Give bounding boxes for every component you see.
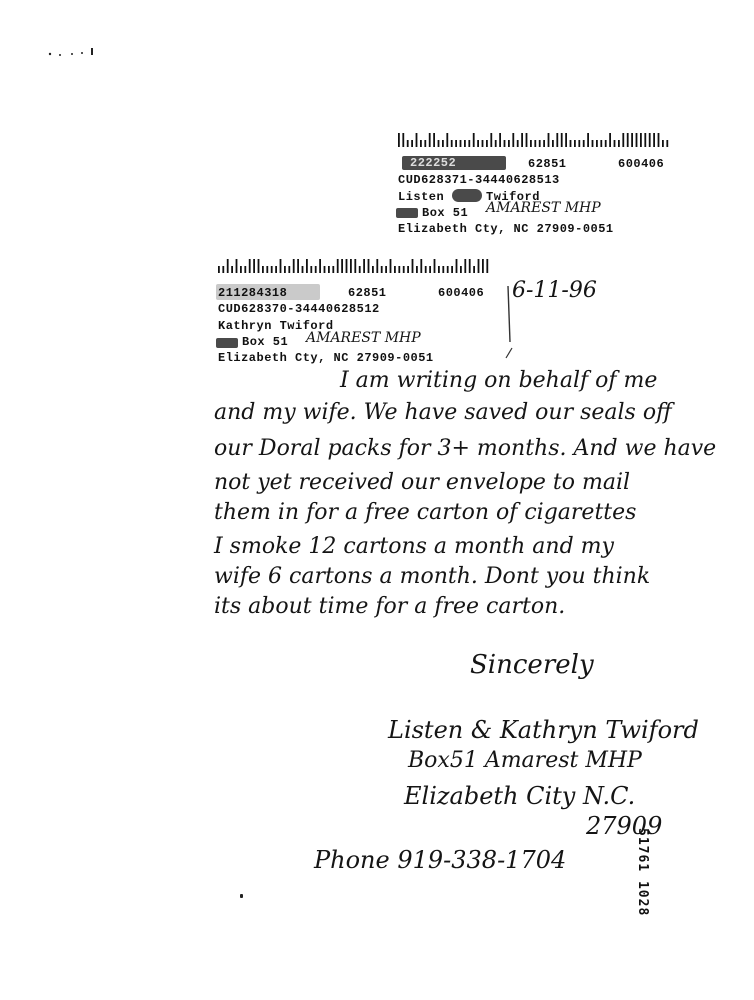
barcode-bar (644, 133, 646, 147)
barcode-bar (486, 140, 488, 147)
barcode-bar (284, 266, 286, 273)
barcode-bar (653, 133, 655, 147)
barcode-bar (482, 259, 484, 273)
barcode-bar (420, 259, 422, 273)
barcode-bar (306, 259, 308, 273)
barcode-top (396, 132, 672, 148)
barcode-bar (218, 266, 220, 273)
barcode-bar (328, 266, 330, 273)
signature-address1: Box51 Amarest MHP (408, 748, 642, 773)
barcode-bar (552, 140, 554, 147)
barcode-bar (478, 259, 480, 273)
barcode-bar (666, 140, 668, 147)
label-num2: 600406 (438, 286, 485, 300)
label-name-first: Listen (398, 190, 445, 204)
barcode-bar (280, 259, 282, 273)
barcode-bar (425, 266, 427, 273)
barcode-bar (561, 133, 563, 147)
barcode-bar (416, 133, 418, 147)
mailing-label-bottom (216, 258, 506, 368)
barcode-bar (609, 133, 611, 147)
barcode-bar (372, 266, 374, 273)
barcode-bar (424, 140, 426, 147)
label-code: 211284318 (218, 286, 288, 300)
bracket-line (500, 282, 520, 362)
barcode-bar (398, 133, 400, 147)
barcode-bar (249, 259, 251, 273)
barcode-bar (521, 133, 523, 147)
barcode-bar (253, 259, 255, 273)
barcode-bar (495, 140, 497, 147)
label-num1: 62851 (528, 157, 567, 171)
barcode-bar (499, 133, 501, 147)
barcode-bar (390, 259, 392, 273)
barcode-bar (490, 133, 492, 147)
barcode-bar (486, 259, 488, 273)
barcode-bar (596, 140, 598, 147)
barcode-bar (446, 133, 448, 147)
barcode-bar (231, 266, 233, 273)
barcode-bar (359, 266, 361, 273)
stray-dot (240, 894, 243, 898)
barcode-bar (600, 140, 602, 147)
label-account: CUD628371-34440628513 (398, 173, 560, 187)
letter-date: 6-11-96 (512, 278, 597, 303)
barcode-bar (407, 140, 409, 147)
barcode-bar (288, 266, 290, 273)
barcode-bar (275, 266, 277, 273)
barcode-bar (662, 140, 664, 147)
barcode-bar (354, 259, 356, 273)
barcode-bar (534, 140, 536, 147)
barcode-bar (456, 259, 458, 273)
barcode-bar (332, 266, 334, 273)
barcode-bar (460, 140, 462, 147)
closing: Sincerely (470, 650, 594, 680)
signature-phone: Phone 919-338-1704 (314, 846, 567, 874)
barcode-bar (310, 266, 312, 273)
barcode-bar (350, 259, 352, 273)
barcode-bar (473, 133, 475, 147)
barcode-bar (530, 140, 532, 147)
barcode-bar (464, 140, 466, 147)
barcode-bar (631, 133, 633, 147)
barcode-bar (438, 266, 440, 273)
label-box: Box 51 (422, 206, 469, 220)
barcode-bar (614, 140, 616, 147)
barcode-bar (315, 266, 317, 273)
barcode-bar (411, 140, 413, 147)
label-smudge (452, 189, 482, 202)
barcode-bar (429, 266, 431, 273)
mailing-label-top (396, 132, 676, 242)
stray-marks (44, 40, 104, 60)
barcode-bar (442, 266, 444, 273)
signature-address2: Elizabeth City N.C. (404, 782, 636, 810)
barcode-bar (539, 140, 541, 147)
barcode-bar (587, 133, 589, 147)
barcode-bar (622, 133, 624, 147)
barcode-bar (429, 133, 431, 147)
body-line-2: and my wife. We have saved our seals off (214, 400, 672, 425)
barcode-bar (266, 266, 268, 273)
barcode-bar (402, 133, 404, 147)
barcode-bar (346, 259, 348, 273)
barcode-bar (570, 140, 572, 147)
barcode-bar (258, 259, 260, 273)
signature-zip: 27909 (586, 812, 663, 840)
label-smudge (396, 208, 418, 218)
barcode-bar (319, 259, 321, 273)
barcode-bar (578, 140, 580, 147)
barcode-bar (504, 140, 506, 147)
label-code: 222252 (410, 156, 457, 170)
barcode-bar (368, 259, 370, 273)
body-line-3: our Doral packs for 3+ months. And we have (214, 436, 717, 461)
barcode-bar (451, 140, 453, 147)
barcode-bar (477, 140, 479, 147)
barcode-bar (385, 266, 387, 273)
label-box: Box 51 (242, 335, 289, 349)
barcode-bar (271, 266, 273, 273)
barcode-bar (240, 266, 242, 273)
body-line-4: not yet received our envelope to mail (214, 470, 631, 495)
barcode-bar (543, 140, 545, 147)
barcode-bar (420, 140, 422, 147)
barcode-bar (556, 133, 558, 147)
document-id: 51761 1028 (635, 828, 650, 917)
label-num2: 600406 (618, 157, 665, 171)
barcode-bar (627, 133, 629, 147)
barcode-bar (451, 266, 453, 273)
barcode-bar (583, 140, 585, 147)
label-name: Kathryn Twiford (218, 319, 334, 333)
barcode-bar (508, 140, 510, 147)
barcode-bar (227, 259, 229, 273)
label-account: CUD628370-34440628512 (218, 302, 380, 316)
barcode-bar (363, 259, 365, 273)
barcode-bar (455, 140, 457, 147)
barcode-bar (640, 133, 642, 147)
barcode-bar (565, 133, 567, 147)
barcode-bar (512, 133, 514, 147)
barcode-bar (438, 140, 440, 147)
barcode-bar (412, 259, 414, 273)
body-line-8: its about time for a free carton. (214, 594, 566, 619)
barcode-bar (341, 259, 343, 273)
barcode-bar (398, 266, 400, 273)
barcode-bar (592, 140, 594, 147)
barcode-bar (447, 266, 449, 273)
barcode-bar (244, 266, 246, 273)
body-line-5: them in for a free carton of cigarettes (214, 500, 637, 525)
label-num1: 62851 (348, 286, 387, 300)
barcode-bar (376, 259, 378, 273)
barcode-bar (293, 259, 295, 273)
barcode-bar (574, 140, 576, 147)
label-city: Elizabeth Cty, NC 27909-0051 (218, 351, 434, 365)
barcode-bar (442, 140, 444, 147)
barcode-bar (434, 259, 436, 273)
label-smudge (216, 338, 238, 348)
barcode-bar (460, 266, 462, 273)
barcode-bar (381, 266, 383, 273)
barcode-bar (649, 133, 651, 147)
barcode-bar (302, 266, 304, 273)
barcode-bottom (216, 258, 492, 274)
barcode-bar (468, 140, 470, 147)
barcode-bar (236, 259, 238, 273)
barcode-bar (407, 266, 409, 273)
barcode-bar (618, 140, 620, 147)
barcode-bar (473, 266, 475, 273)
label-box-hand: AMAREST MHP (306, 330, 421, 346)
body-line-6: I smoke 12 cartons a month and my (214, 534, 614, 559)
barcode-bar (262, 266, 264, 273)
barcode-bar (433, 133, 435, 147)
barcode-bar (605, 140, 607, 147)
label-city: Elizabeth Cty, NC 27909-0051 (398, 222, 614, 236)
label-box-hand: AMAREST MHP (486, 200, 601, 216)
barcode-bar (658, 133, 660, 147)
signature-names: Listen & Kathryn Twiford (388, 716, 699, 744)
barcode-bar (482, 140, 484, 147)
barcode-bar (324, 266, 326, 273)
barcode-bar (526, 133, 528, 147)
body-line-7: wife 6 cartons a month. Dont you think (214, 564, 651, 589)
body-line-1: I am writing on behalf of me (340, 368, 658, 393)
barcode-bar (517, 140, 519, 147)
barcode-bar (636, 133, 638, 147)
barcode-bar (548, 133, 550, 147)
label-name-last: Twiford (486, 190, 540, 204)
barcode-bar (464, 259, 466, 273)
barcode-bar (222, 266, 224, 273)
barcode-bar (416, 266, 418, 273)
barcode-bar (337, 259, 339, 273)
barcode-bar (403, 266, 405, 273)
barcode-bar (394, 266, 396, 273)
barcode-bar (469, 259, 471, 273)
barcode-bar (297, 259, 299, 273)
